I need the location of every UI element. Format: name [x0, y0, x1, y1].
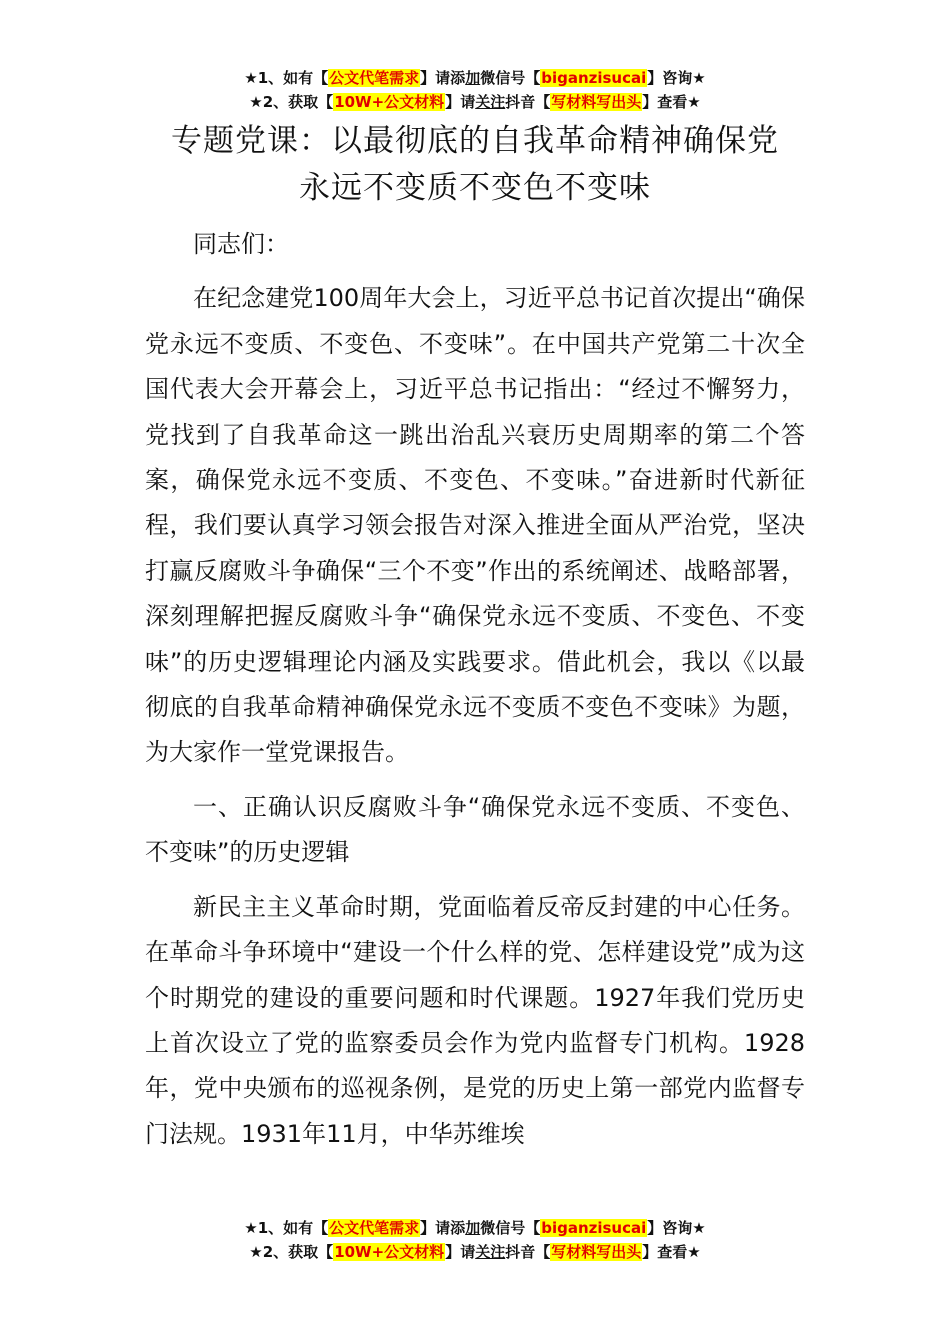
banner-line-1 — [0, 66, 950, 90]
banner-text: 微信号【 — [480, 69, 541, 87]
banner-text: 】查看★ — [642, 93, 701, 111]
banner-text: 】请添 — [420, 69, 466, 87]
banner-text: 抖音【 — [505, 93, 551, 111]
highlight-materials: 10W+公文材料 — [334, 1243, 445, 1261]
document-title — [0, 118, 950, 212]
banner-underlined-text: 加 — [465, 1219, 481, 1237]
banner-text: 】请 — [445, 93, 476, 111]
banner-text: 】咨询★ — [647, 69, 706, 87]
section-heading: 一、正确认识反腐败斗争“确保党永远不变质、不变色、不变味”的历史逻辑 — [145, 792, 805, 867]
banner-text: 】查看★ — [642, 1243, 701, 1261]
banner-text: 微信号【 — [480, 1219, 541, 1237]
highlight-wechat-id: biganzisucai — [541, 1219, 647, 1237]
banner-underlined-text: 加 — [465, 69, 481, 87]
banner-text: ★1、如有【 — [244, 69, 329, 87]
header-banner — [0, 66, 950, 114]
body-paragraph: 新民主主义革命时期，党面临着反帝反封建的中心任务。在革命斗争环境中“建设一个什么样的党、怎样建设党”成为这个时期党的建设的重要问题和时代课题。1927年我们党历史上首次设立了党的监察委员会作为党内监督专门机构。1928年，党中央颁布的巡视条例，是党的历史上第一部党内监督专门法规。1931年11月，中华苏维埃 — [145, 892, 805, 1148]
banner-line-2 — [0, 90, 950, 114]
highlight-service: 公文代笔需求 — [329, 69, 420, 87]
banner-text: 】请添 — [420, 1219, 466, 1237]
highlight-materials: 10W+公文材料 — [334, 93, 445, 111]
highlight-douyin-account: 写材料写出头 — [551, 1243, 642, 1261]
banner-text: 】请 — [445, 1243, 476, 1261]
title-line-2: 永远不变质不变色不变味 — [299, 170, 651, 206]
banner-underlined-text: 关注 — [475, 93, 506, 111]
highlight-wechat-id: biganzisucai — [541, 69, 647, 87]
banner-line-2 — [0, 1240, 950, 1264]
banner-line-1 — [0, 1216, 950, 1240]
banner-text: ★2、获取【 — [249, 93, 334, 111]
banner-underlined-text: 关注 — [475, 1243, 506, 1261]
document-body — [145, 222, 805, 1166]
salutation: 同志们： — [193, 230, 289, 258]
banner-text: ★2、获取【 — [249, 1243, 334, 1261]
body-paragraph: 在纪念建党100周年大会上，习近平总书记首次提出“确保党永远不变质、不变色、不变味”。在中国共产党第二十次全国代表大会开幕会上，习近平总书记指出：“经过不懈努力，党找到了自我革命这一跳出治乱兴衰历史周期率的第二个答案，确保党永远不变质、不变色、不变味。”奋进新时代新征程，我们要认真学习领会报告对深入推进全面从严治党，坚决打赢反腐败斗争确保“三个不变”作出的系统阐述、战略部署，深刻理解把握反腐败斗争“确保党永远不变质、不变色、不变味”的历史逻辑理论内涵及实践要求。借此机会，我以《以最彻底的自我革命精神确保党永远不变质不变色不变味》为题，为大家作一堂党课报告。 — [145, 284, 805, 767]
highlight-douyin-account: 写材料写出头 — [551, 93, 642, 111]
highlight-service: 公文代笔需求 — [329, 1219, 420, 1237]
banner-text: ★1、如有【 — [244, 1219, 329, 1237]
footer-banner — [0, 1216, 950, 1264]
title-line-1: 专题党课：以最彻底的自我革命精神确保党 — [171, 123, 779, 159]
banner-text: 抖音【 — [505, 1243, 551, 1261]
banner-text: 】咨询★ — [647, 1219, 706, 1237]
